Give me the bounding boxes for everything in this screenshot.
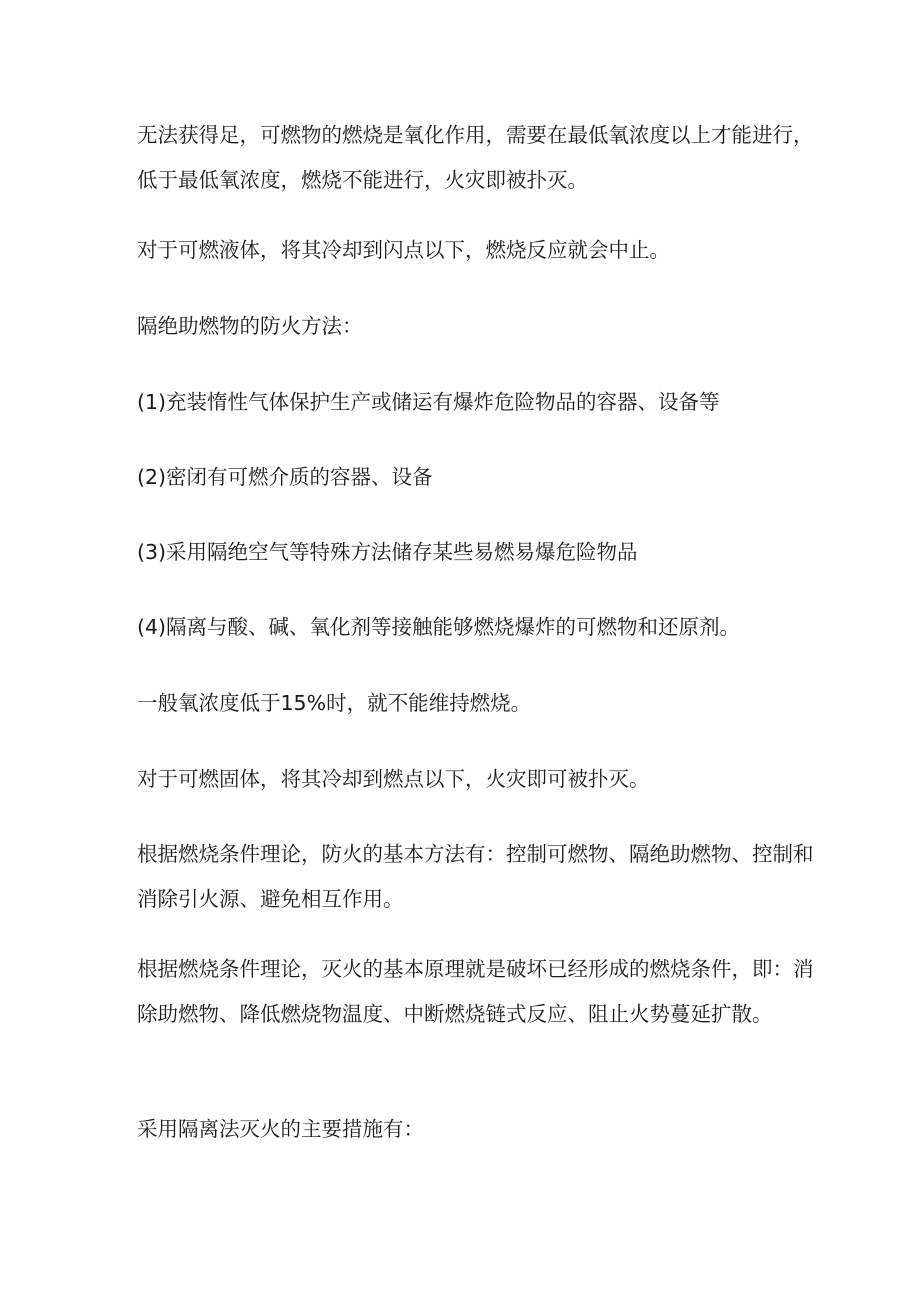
paragraph-isolation-methods-heading: 隔绝助燃物的防火方法： xyxy=(137,314,363,338)
paragraph-flammable-solid: 对于可燃固体，将其冷却到燃点以下，火灾即可被扑灭。 xyxy=(137,767,650,791)
paragraph-flammable-liquid: 对于可燃液体，将其冷却到闪点以下，燃烧反应就会中止。 xyxy=(137,238,670,262)
paragraph-oxygen-concentration: 无法获得足，可燃物的燃烧是氧化作用，需要在最低氧浓度以上才能进行，低于最低氧浓度，燃烧不能进行，火灾即被扑灭。 xyxy=(137,123,814,192)
paragraph-oxygen-threshold: 一般氧浓度低于15%时，就不能维持燃烧。 xyxy=(137,691,532,715)
paragraph-isolation-extinguishing-heading: 采用隔离法灭火的主要措施有： xyxy=(137,1117,424,1141)
paragraph-fire-extinguishing-principle: 根据燃烧条件理论，灭火的基本原理就是破坏已经形成的燃烧条件，即：消除助燃物、降低燃烧物温度、中断燃烧链式反应、阻止火势蔓延扩散。 xyxy=(137,957,814,1026)
list-item-3-air-isolation-storage: (3)采用隔绝空气等特殊方法储存某些易燃易爆危险物品 xyxy=(137,540,638,564)
paragraph-fire-prevention-methods: 根据燃烧条件理论，防火的基本方法有：控制可燃物、隔绝助燃物、控制和消除引火源、避免相互作用。 xyxy=(137,842,814,911)
list-item-1-inert-gas: (1)充装惰性气体保护生产或储运有爆炸危险物品的容器、设备等 xyxy=(137,390,720,414)
list-item-4-isolate-reactants: (4)隔离与酸、碱、氧化剂等接触能够燃烧爆炸的可燃物和还原剂。 xyxy=(137,615,741,639)
list-item-2-sealed-containers: (2)密闭有可燃介质的容器、设备 xyxy=(137,465,433,489)
